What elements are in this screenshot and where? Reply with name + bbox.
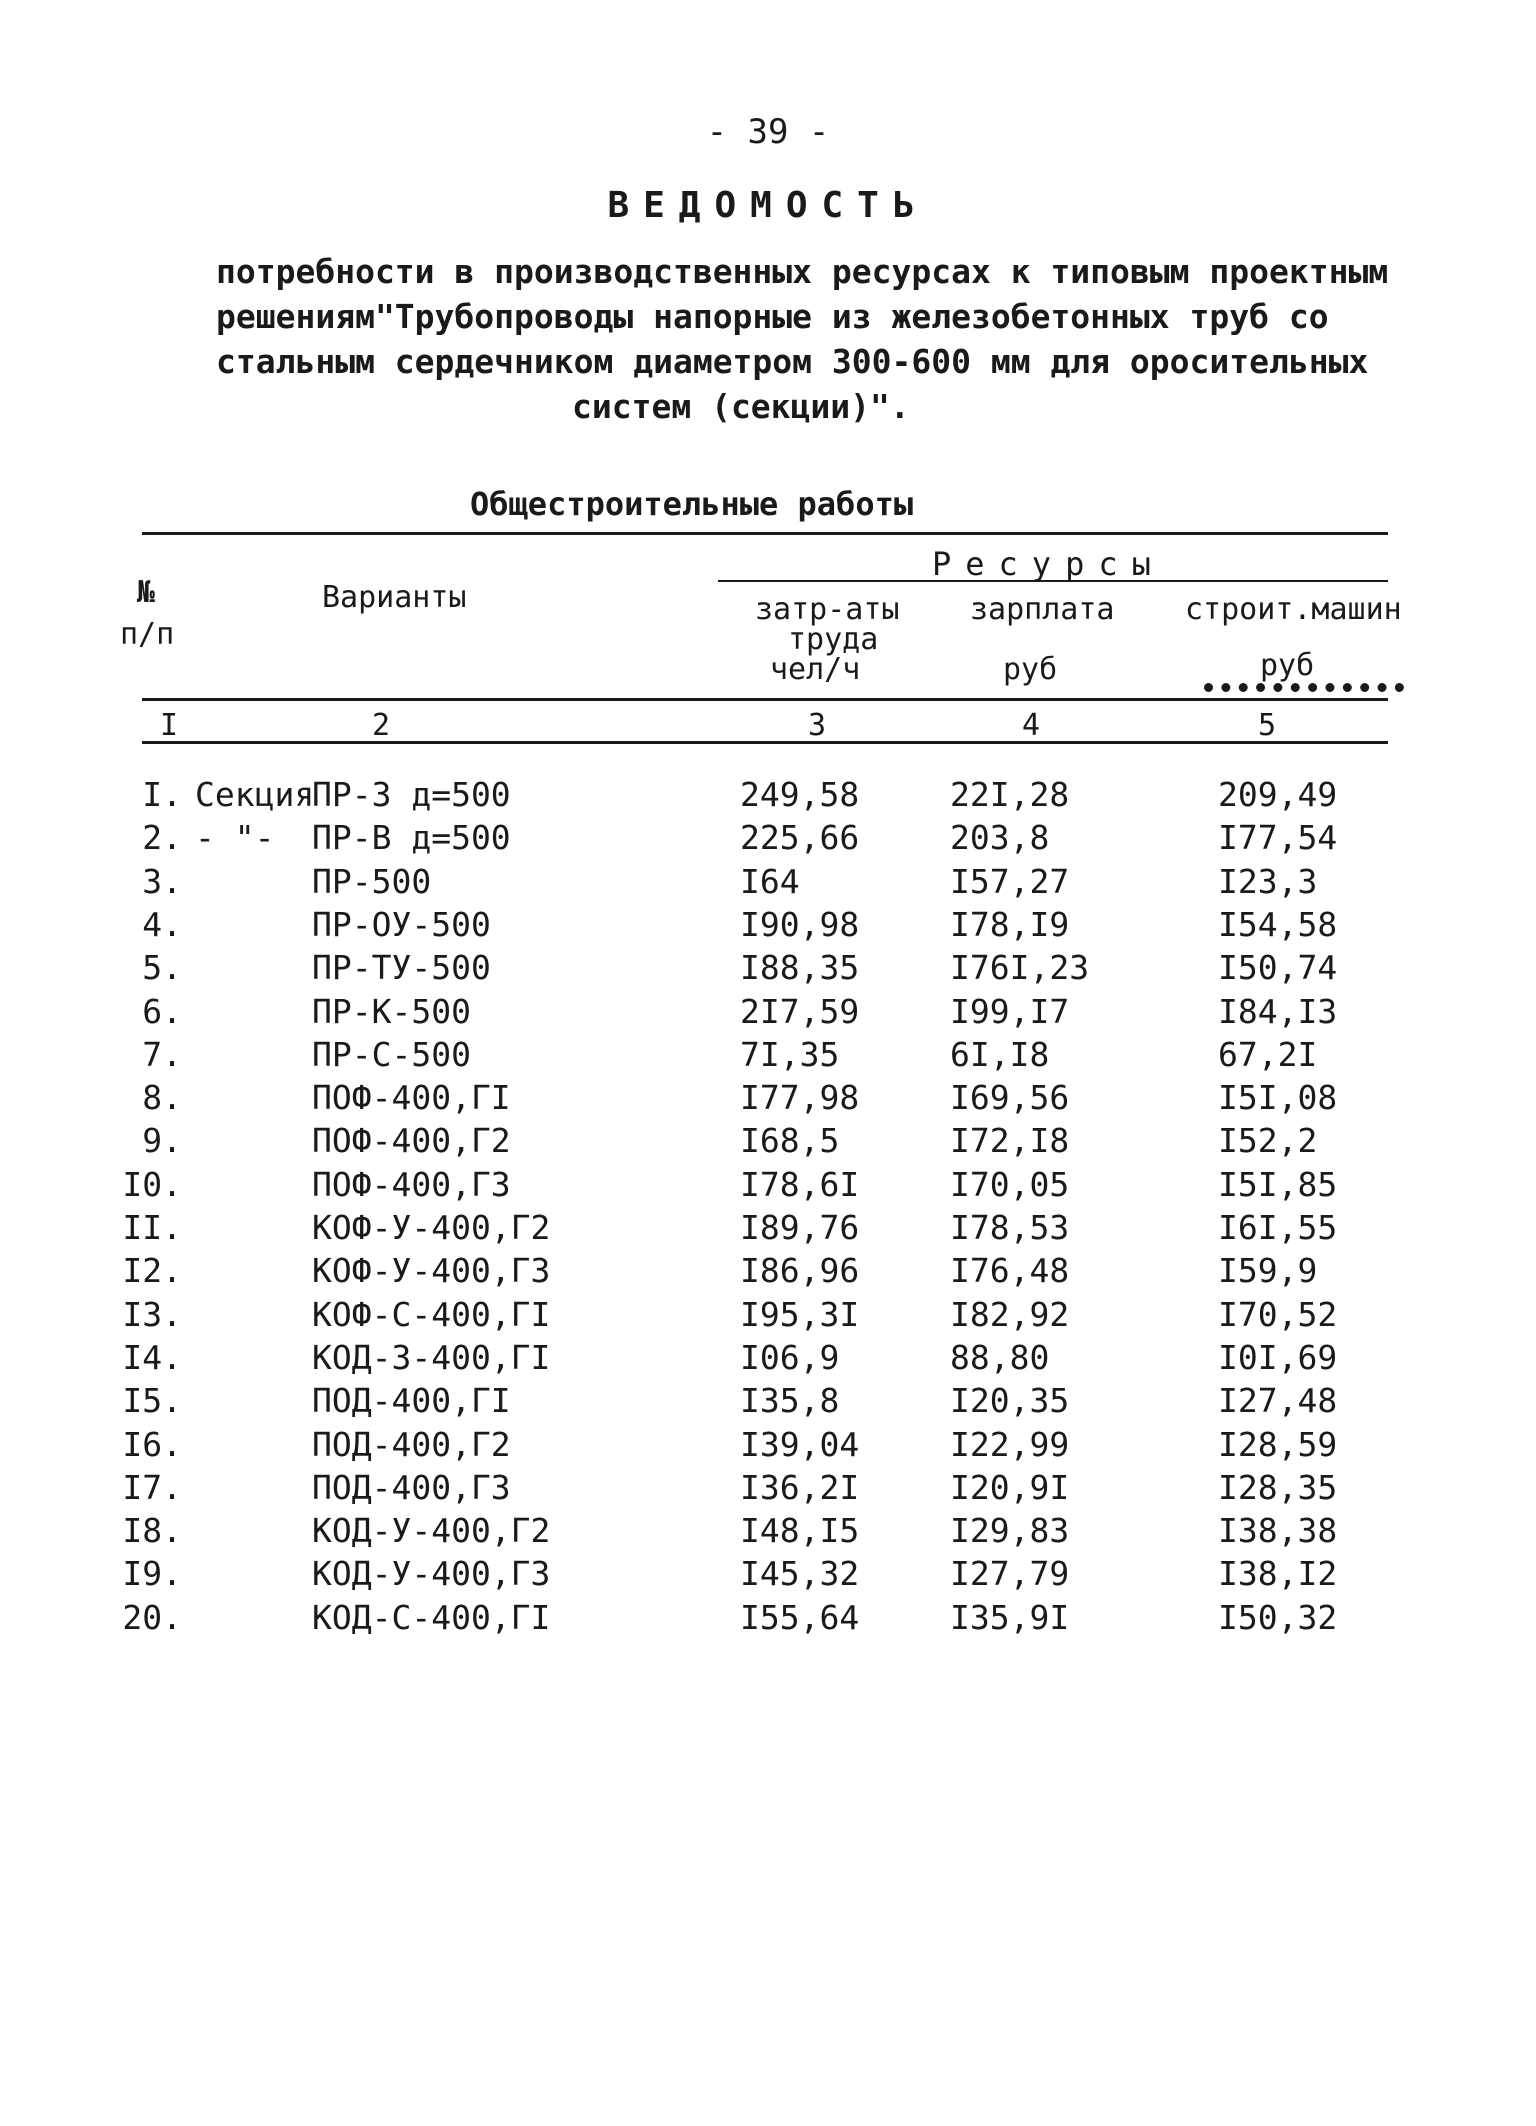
row-number: 9. (142, 1121, 182, 1161)
row-labor: I45,32 (740, 1554, 860, 1594)
row-number: I8. (122, 1511, 182, 1551)
table-row (0, 948, 1536, 991)
row-wages: I20,9I (950, 1467, 1070, 1507)
row-labor: I95,3I (740, 1294, 860, 1334)
row-number: 4. (142, 904, 182, 944)
row-wages: I27,79 (950, 1554, 1070, 1594)
table-row (0, 818, 1536, 861)
row-number: II. (122, 1208, 182, 1247)
row-number: 6. (142, 991, 182, 1031)
row-number: I6. (122, 1424, 182, 1464)
row-variant: ПР-ТУ-500 (312, 948, 491, 988)
row-variant: КОФ-С-400,ГI (312, 1294, 551, 1334)
row-labor: I78,6I (740, 1164, 860, 1204)
row-machines: I23,3 (1218, 861, 1318, 901)
table-row (0, 1251, 1536, 1294)
row-wages: 88,80 (950, 1337, 1050, 1377)
row-number: I. (142, 775, 182, 814)
table-row (0, 992, 1536, 1035)
row-labor: I35,8 (740, 1381, 840, 1421)
row-wages: I29,83 (950, 1511, 1070, 1551)
row-labor: I77,98 (740, 1078, 860, 1118)
row-machines: I6I,55 (1218, 1208, 1338, 1247)
header-wages-unit: руб (1003, 652, 1058, 687)
header-labor-2: труда (788, 622, 879, 657)
row-number: 7. (142, 1034, 182, 1074)
row-number: I2. (122, 1251, 182, 1291)
section-title: Общестроительные работы (470, 485, 914, 523)
header-labor: затр-аты (755, 592, 900, 627)
row-variant: ПОФ-400,Г2 (312, 1121, 511, 1161)
header-number: п/п (120, 617, 175, 652)
subtitle-line-1: потребности в производственных ресурсах к типовым проектным (216, 252, 1389, 291)
row-wages: I70,05 (950, 1164, 1070, 1204)
row-variant: ПР-ОУ-500 (312, 904, 491, 944)
table-row (0, 1295, 1536, 1338)
header-machines: строит.машин (1185, 592, 1402, 627)
column-number-1: I (160, 708, 179, 743)
header-labor-unit: чел/ч (770, 652, 861, 687)
row-machines: I54,58 (1218, 904, 1338, 944)
table-row (0, 905, 1536, 948)
row-variant: ПОД-400,Г3 (312, 1467, 511, 1507)
row-number: I5. (122, 1381, 182, 1421)
row-variant: ПР-С-500 (312, 1034, 471, 1074)
row-variant: КОД-У-400,Г3 (312, 1554, 551, 1594)
row-wages: I69,56 (950, 1078, 1070, 1118)
row-machines: I84,I3 (1218, 991, 1338, 1031)
table-row (0, 1035, 1536, 1078)
table-row (0, 1381, 1536, 1424)
row-variant: ПР-В д=500 (312, 818, 511, 858)
header-machines-smudge (1204, 683, 1404, 692)
row-number: I3. (122, 1294, 182, 1334)
page-number: - 39 - (706, 112, 830, 152)
header-number-sign: № (137, 575, 156, 610)
header-wages: зарплата (970, 592, 1115, 627)
table-row (0, 1121, 1536, 1164)
header-bottom-rule (142, 698, 1388, 701)
row-machines: I5I,08 (1218, 1078, 1338, 1118)
column-number-3: 3 (808, 708, 827, 743)
row-wages: I78,53 (950, 1208, 1070, 1247)
row-wages: 22I,28 (950, 775, 1070, 814)
table-row (0, 1078, 1536, 1121)
row-machines: I50,32 (1218, 1597, 1338, 1637)
row-machines: I5I,85 (1218, 1164, 1338, 1204)
subtitle-line-3: стальным сердечником диаметром 300-600 мм для оросительных (216, 342, 1369, 381)
header-variants: Варианты (322, 580, 467, 615)
row-machines: 209,49 (1218, 775, 1338, 814)
table-row (0, 1165, 1536, 1208)
header-machines-unit: руб (1260, 648, 1315, 683)
row-wages: I76I,23 (950, 948, 1090, 988)
table-row (0, 1425, 1536, 1468)
row-variant: ПР-К-500 (312, 991, 471, 1031)
column-number-rule (142, 741, 1388, 744)
column-number-4: 4 (1022, 708, 1041, 743)
table-row (0, 1598, 1536, 1641)
table-top-rule (142, 532, 1388, 535)
row-machines: I70,52 (1218, 1294, 1338, 1334)
row-labor: I86,96 (740, 1251, 860, 1291)
row-number: I4. (122, 1337, 182, 1377)
row-wages: I20,35 (950, 1381, 1070, 1421)
row-labor: 2I7,59 (740, 991, 860, 1031)
row-wages: I22,99 (950, 1424, 1070, 1464)
row-wages: I82,92 (950, 1294, 1070, 1334)
row-wages: 6I,I8 (950, 1034, 1050, 1074)
row-machines: I28,59 (1218, 1424, 1338, 1464)
row-wages: I35,9I (950, 1597, 1070, 1637)
row-variant: ПОФ-400,Г3 (312, 1164, 511, 1204)
row-variant: КОД-С-400,ГI (312, 1597, 551, 1637)
row-number: 20. (122, 1597, 182, 1637)
row-number: 5. (142, 948, 182, 988)
document-title: ВЕДОМОСТЬ (607, 185, 929, 226)
row-labor: I39,04 (740, 1424, 860, 1464)
resources-rule (718, 580, 1388, 582)
row-labor: I89,76 (740, 1208, 860, 1247)
row-wages: I78,I9 (950, 904, 1070, 944)
subtitle-line-4: систем (секции)". (572, 387, 910, 426)
row-variant: ПР-500 (312, 861, 432, 901)
table-row (0, 862, 1536, 905)
row-labor: 249,58 (740, 775, 860, 814)
row-number: 2. (142, 818, 182, 858)
row-labor: I88,35 (740, 948, 860, 988)
row-machines: I52,2 (1218, 1121, 1318, 1161)
row-number: I7. (122, 1467, 182, 1507)
row-labor: I06,9 (740, 1337, 840, 1377)
subtitle-line-2: решениям"Трубопроводы напорные из железобетонных труб со (216, 297, 1329, 336)
table-row (0, 1208, 1536, 1251)
row-machines: I77,54 (1218, 818, 1338, 858)
row-number: I0. (122, 1164, 182, 1204)
row-variant: ПОФ-400,ГI (312, 1078, 511, 1118)
row-labor: I48,I5 (740, 1511, 860, 1551)
row-variant: КОФ-У-400,Г2 (312, 1208, 551, 1247)
row-variant: ПОД-400,ГI (312, 1381, 511, 1421)
header-resources: Ресурсы (932, 545, 1165, 583)
row-machines: I59,9 (1218, 1251, 1318, 1291)
row-labor: I55,64 (740, 1597, 860, 1637)
table-row (0, 1338, 1536, 1381)
row-wages: I57,27 (950, 861, 1070, 901)
table-row (0, 1468, 1536, 1511)
row-variant: КОФ-У-400,Г3 (312, 1251, 551, 1291)
table-row (0, 1511, 1536, 1554)
table-row (0, 1554, 1536, 1597)
row-labor: I36,2I (740, 1467, 860, 1507)
row-wages: I76,48 (950, 1251, 1070, 1291)
row-machines: I0I,69 (1218, 1337, 1338, 1377)
row-number: 8. (142, 1078, 182, 1118)
row-machines: I50,74 (1218, 948, 1338, 988)
row-wages: I72,I8 (950, 1121, 1070, 1161)
column-number-5: 5 (1258, 708, 1277, 743)
row-wages: 203,8 (950, 818, 1050, 858)
row-labor: I90,98 (740, 904, 860, 944)
row-machines: I38,38 (1218, 1511, 1338, 1551)
row-number: 3. (142, 861, 182, 901)
row-machines: I38,I2 (1218, 1554, 1338, 1594)
row-variant: ПОД-400,Г2 (312, 1424, 511, 1464)
row-prefix: Секция (195, 775, 315, 814)
row-labor: 225,66 (740, 818, 860, 858)
row-wages: I99,I7 (950, 991, 1070, 1031)
row-labor: 7I,35 (740, 1034, 840, 1074)
row-machines: I28,35 (1218, 1467, 1338, 1507)
row-variant: ПР-3 д=500 (312, 775, 511, 814)
row-variant: КОД-3-400,ГI (312, 1337, 551, 1377)
row-machines: 67,2I (1218, 1034, 1318, 1074)
row-number: I9. (122, 1554, 182, 1594)
row-machines: I27,48 (1218, 1381, 1338, 1421)
column-number-2: 2 (372, 708, 391, 743)
row-prefix: - "- (195, 818, 275, 858)
table-row (0, 775, 1536, 818)
row-labor: I68,5 (740, 1121, 840, 1161)
row-variant: КОД-У-400,Г2 (312, 1511, 551, 1551)
row-labor: I64 (740, 861, 800, 901)
